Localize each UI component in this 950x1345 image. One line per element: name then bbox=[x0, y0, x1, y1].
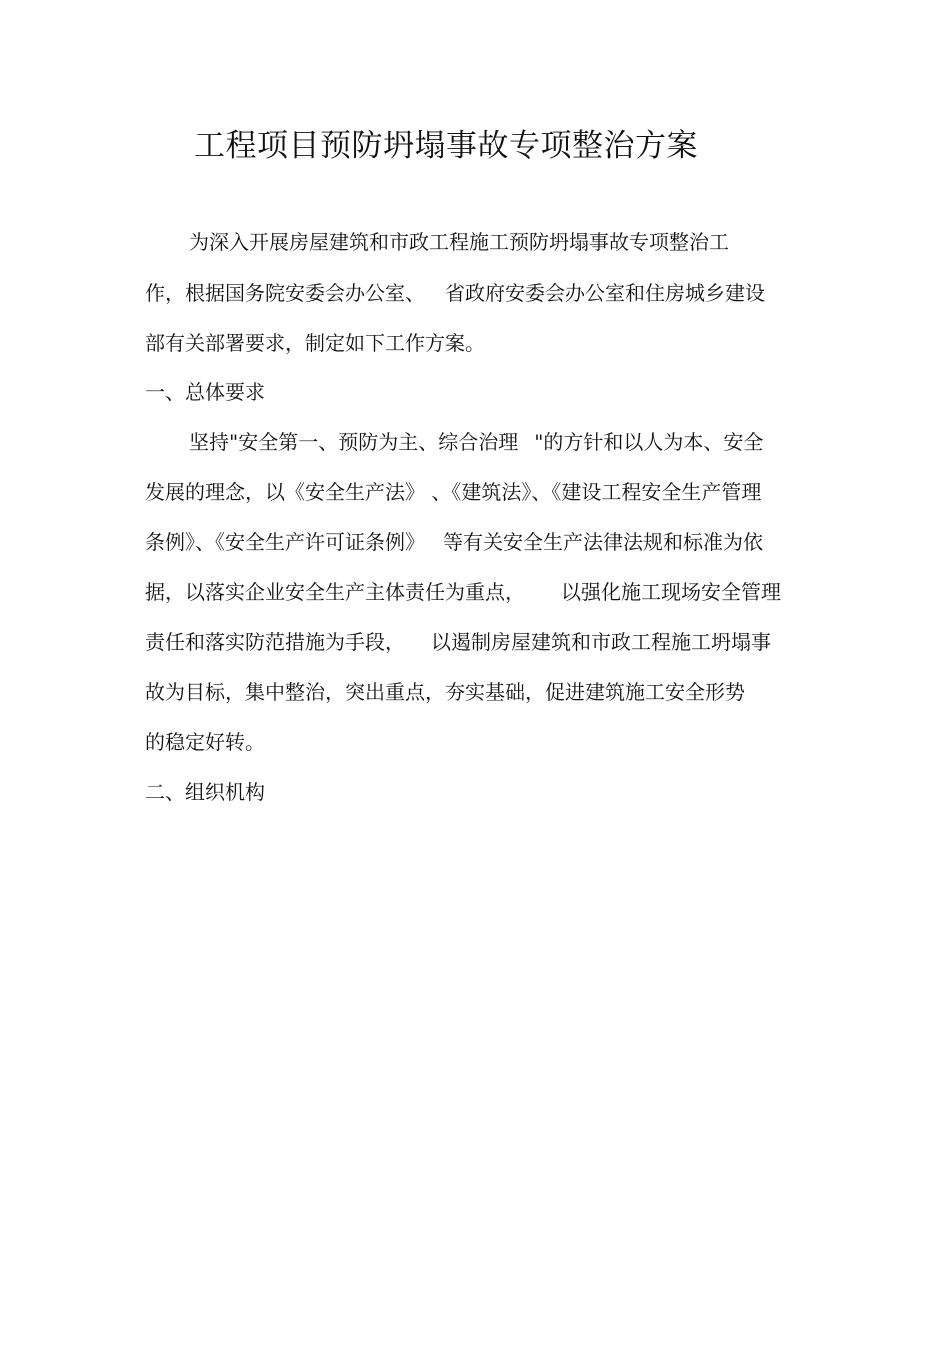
intro-line-2 bbox=[145, 279, 765, 307]
section-1-line-5b: 以遏制房屋建筑和市政工程施工坍塌事 bbox=[431, 630, 771, 654]
section-1-line-3 bbox=[145, 528, 763, 556]
section-1-line-4 bbox=[145, 578, 781, 606]
intro-line-2a: 作，根据国务院安委会办公室、 bbox=[145, 281, 425, 305]
section-2-heading: 二、组织机构 bbox=[145, 780, 265, 804]
document-title: 工程项目预防坍塌事故专项整治方案 bbox=[194, 128, 698, 164]
section-1-line-3b: 等有关安全生产法律法规和标准为依 bbox=[443, 530, 763, 554]
section-1-line-4a: 据，以落实企业安全生产主体责任为重点， bbox=[145, 580, 525, 604]
intro-line-1: 为深入开展房屋建筑和市政工程施工预防坍塌事故专项整治工 bbox=[189, 230, 729, 254]
section-1-line-1a: 坚持"安全第一、预防为主、综合治理 bbox=[189, 430, 519, 454]
section-1-line-3a: 条例》、《安全生产许可证条例》 bbox=[145, 530, 425, 554]
section-1-line-6: 故为目标，集中整治，突出重点，夯实基础，促进建筑施工安全形势 bbox=[145, 680, 745, 704]
intro-line-3: 部有关部署要求，制定如下工作方案。 bbox=[145, 331, 485, 355]
section-1-heading: 一、总体要求 bbox=[145, 380, 265, 404]
section-1-line-2: 发展的理念，以《安全生产法》 、《建筑法》、《建设工程安全生产管理 bbox=[145, 480, 762, 504]
section-1-line-7: 的稳定好转。 bbox=[145, 730, 265, 754]
intro-line-2b: 省政府安委会办公室和住房城乡建设 bbox=[445, 281, 765, 305]
section-1-line-4b: 以强化施工现场安全管理 bbox=[561, 580, 781, 604]
section-1-line-1 bbox=[189, 428, 763, 456]
section-1-line-5 bbox=[145, 628, 771, 656]
section-1-line-1b: "的方针和以人为本、安全 bbox=[534, 430, 764, 454]
section-1-line-5a: 责任和落实防范措施为手段， bbox=[145, 630, 405, 654]
